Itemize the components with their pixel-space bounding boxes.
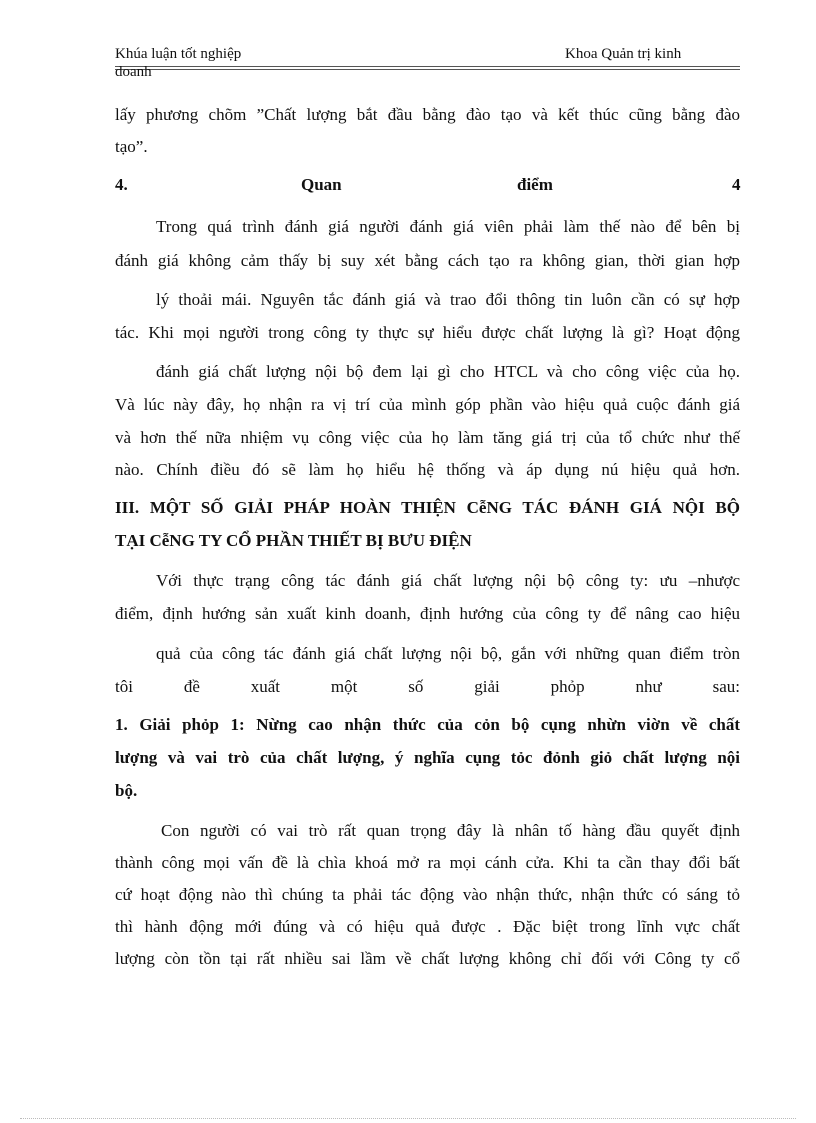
body-line: quả của công tác đánh giá chất lượng nội bộ, gắn với những quan điểm tròn: [156, 644, 740, 663]
body-line: Con người có vai trò rất quan trọng đây là nhân tố hàng đầu quyết định: [161, 821, 740, 840]
page-bottom-rule: [20, 1118, 796, 1119]
body-line: đánh giá chất lượng nội bộ đem lại gì cho HTCL và cho công việc của họ.: [156, 362, 740, 381]
heading-word: 4: [732, 175, 741, 194]
body-line: tôi đề xuất một số giải phỏp như sau:: [115, 677, 740, 696]
body-line: lượng còn tồn tại rất nhiều sai lầm về chất lượng không chỉ đối với Công ty cổ: [115, 949, 740, 968]
section-heading-iii: III. MỘT SỐ GIẢI PHÁP HOÀN THIỆN CễNG TÁC ĐÁNH GIÁ NỘI BỘ: [115, 498, 740, 517]
body-line: Với thực trạng công tác đánh giá chất lượng nội bộ công ty: ưu –nhược: [156, 571, 740, 590]
header-rule-top: [115, 66, 740, 67]
page-header: [115, 44, 740, 84]
body-line: lý thoải mái. Nguyên tắc đánh giá và trao đổi thông tin luôn cần có sự hợp: [156, 290, 740, 309]
body-line: Trong quá trình đánh giá người đánh giá viên phải làm thế nào để bên bị: [156, 217, 740, 236]
solution-heading: 1. Giải phỏp 1: Nừng cao nhận thức của cỏn bộ cụng nhừn viờn về chất: [115, 715, 740, 734]
body-line: lấy phương chõm ”Chất lượng bắt đầu bằng đào tạo và kết thúc cũng bằng đào: [115, 105, 740, 124]
body-line: điểm, định hướng sản xuất kinh doanh, định hướng của công ty để nâng cao hiệu: [115, 604, 740, 623]
heading-word: Quan: [301, 175, 342, 194]
solution-heading-cont: lượng và vai trò của chất lượng, ý nghĩa cụng tỏc đỏnh giỏ chất lượng nội: [115, 748, 740, 767]
body-line: cứ hoạt động nào thì chúng ta phải tác động vào nhận thức, nhận thức có sáng tỏ: [115, 885, 740, 904]
header-faculty-wrap: doanh: [115, 64, 152, 80]
body-line: thì hành động mới đúng và có hiệu quả được . Đặc biệt trong lĩnh vực chất: [115, 917, 740, 936]
body-line: Và lúc này đây, họ nhận ra vị trí của mình góp phần vào hiệu quả cuộc đánh giá: [115, 395, 740, 414]
body-line: tác. Khi mọi người trong công ty thực sự hiểu được chất lượng là gì? Hoạt động: [115, 323, 740, 342]
section-heading-4: [115, 175, 740, 197]
header-faculty-label: Khoa Quản trị kinh: [565, 46, 682, 62]
solution-heading-end: bộ.: [115, 781, 138, 800]
heading-number: 4.: [115, 175, 128, 194]
header-rule-bottom: [115, 69, 740, 70]
body-line: thành công mọi vấn đề là chìa khoá mở ra mọi cánh cửa. Khi ta cần thay đổi bất: [115, 853, 740, 872]
header-thesis-label: Khúa luận tốt nghiệp: [115, 46, 242, 62]
body-line: nào. Chính điều đó sẽ làm họ hiểu hệ thống và áp dụng nú hiệu quả hơn.: [115, 460, 740, 479]
body-line: tạo”.: [115, 137, 148, 156]
body-line: và hơn thế nữa nhiệm vụ công việc của họ làm tăng giá trị của tổ chức như thế: [115, 428, 740, 447]
body-line: đánh giá không cảm thấy bị suy xét bằng cách tạo ra không gian, thời gian hợp: [115, 251, 740, 270]
heading-word: điểm: [517, 175, 553, 194]
section-heading-iii-cont: TẠI CễNG TY CỔ PHẦN THIẾT BỊ BƯU ĐIỆN: [115, 531, 472, 550]
